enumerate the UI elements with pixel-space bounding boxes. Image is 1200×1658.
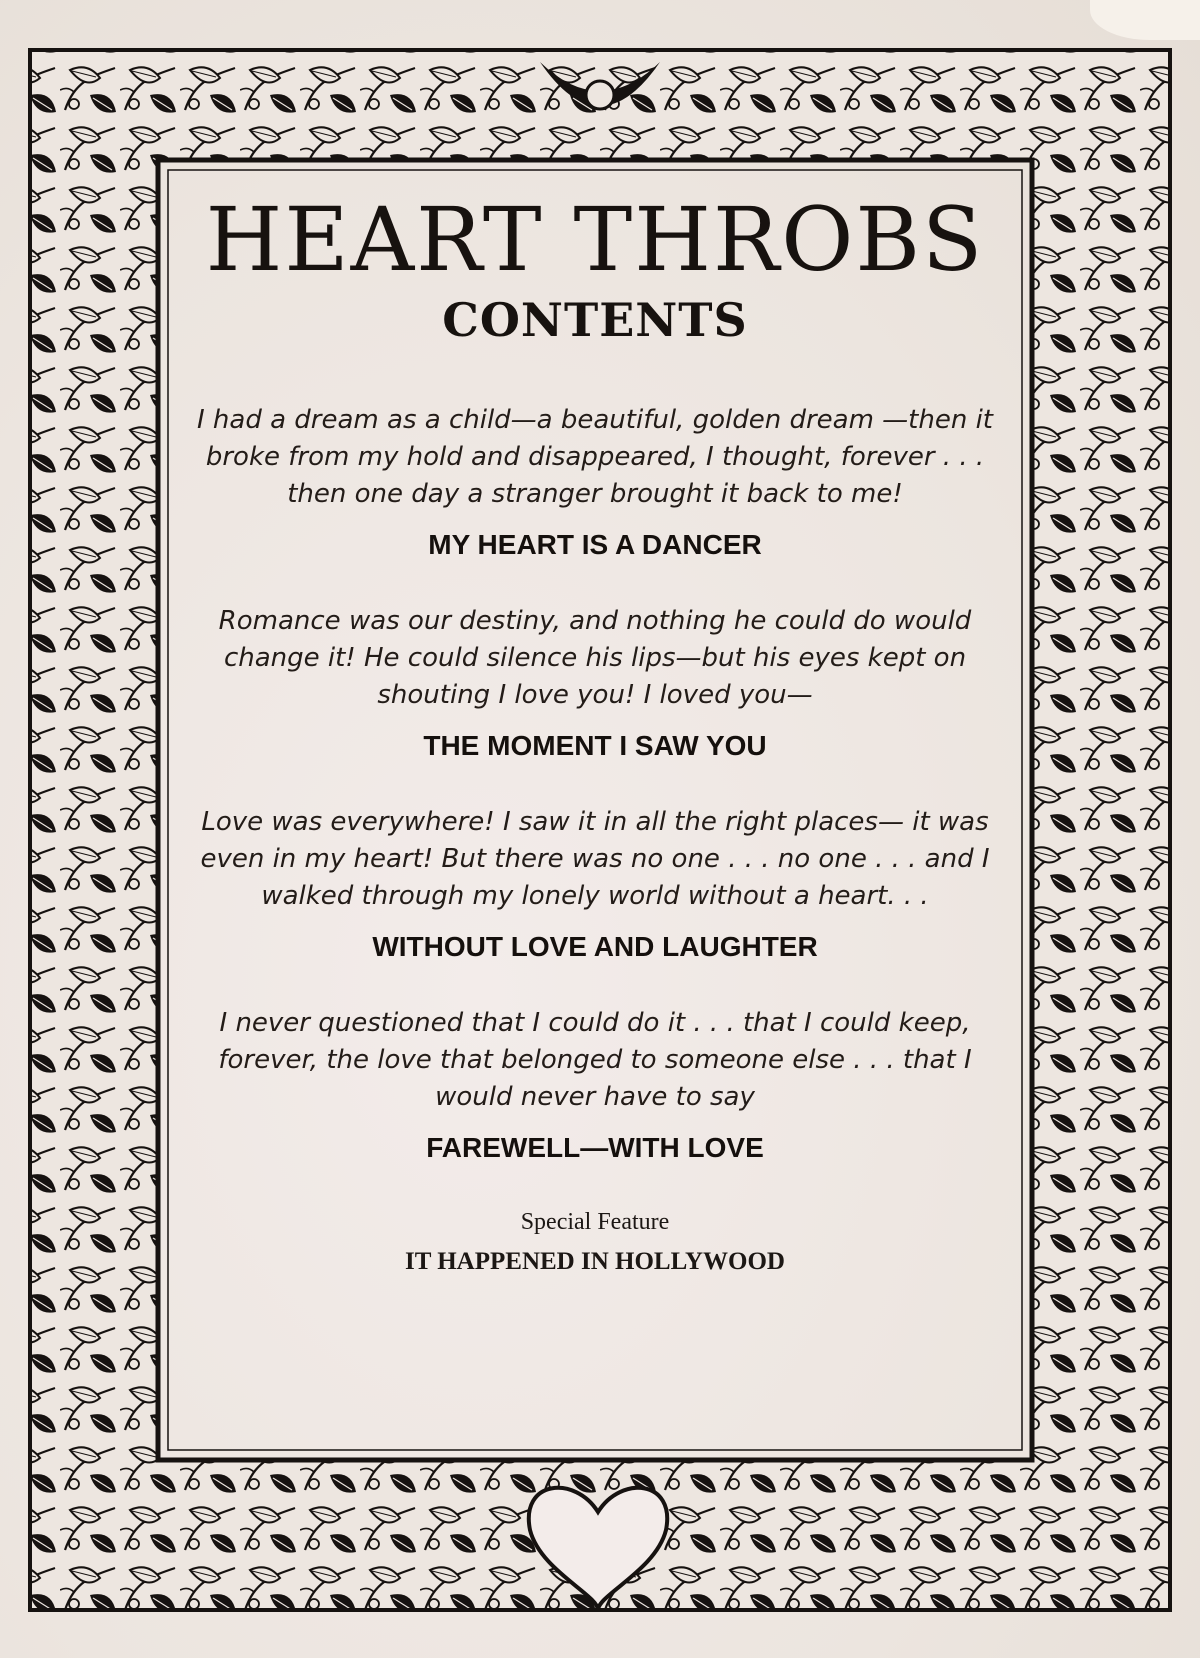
page-subtitle: CONTENTS [442, 293, 748, 347]
entry-blurb: Love was everywhere! I saw it in all the right places— it was even in my heart! But there was no one . . . no one . . . and I walked through my lonely world without a heart. . . [200, 807, 990, 911]
contents-panel [160, 170, 1030, 1450]
contents-entry [160, 402, 1030, 565]
contents-entry [160, 804, 1030, 967]
entry-blurb: Romance was our destiny, and nothing he could do would change it! He could silence his lips—but his eyes kept on shouting I love you! I loved you— [218, 606, 972, 710]
entry-blurb: I never questioned that I could do it . . . that I could keep, forever, the love that belonged to someone else . . . that I would never have to say [218, 1008, 972, 1112]
entry-title: FAREWELL—WITH LOVE [426, 1132, 764, 1163]
entry-title: WITHOUT LOVE AND LAUGHTER [372, 931, 818, 962]
entry-title: THE MOMENT I SAW YOU [423, 730, 767, 761]
special-feature-title: IT HAPPENED IN HOLLYWOOD [405, 1248, 785, 1275]
contents-list [160, 402, 1030, 1168]
page-title: HEART THROBS [205, 188, 985, 291]
entry-title: MY HEART IS A DANCER [428, 529, 762, 560]
special-feature-label: Special Feature [520, 1209, 670, 1235]
contents-entry [160, 603, 1030, 766]
entry-blurb: I had a dream as a child—a beautiful, golden dream —then it broke from my hold and disappeared, I thought, forever . . . then one day a stranger brought it back to me! [196, 405, 994, 509]
contents-entry [160, 1005, 1030, 1168]
